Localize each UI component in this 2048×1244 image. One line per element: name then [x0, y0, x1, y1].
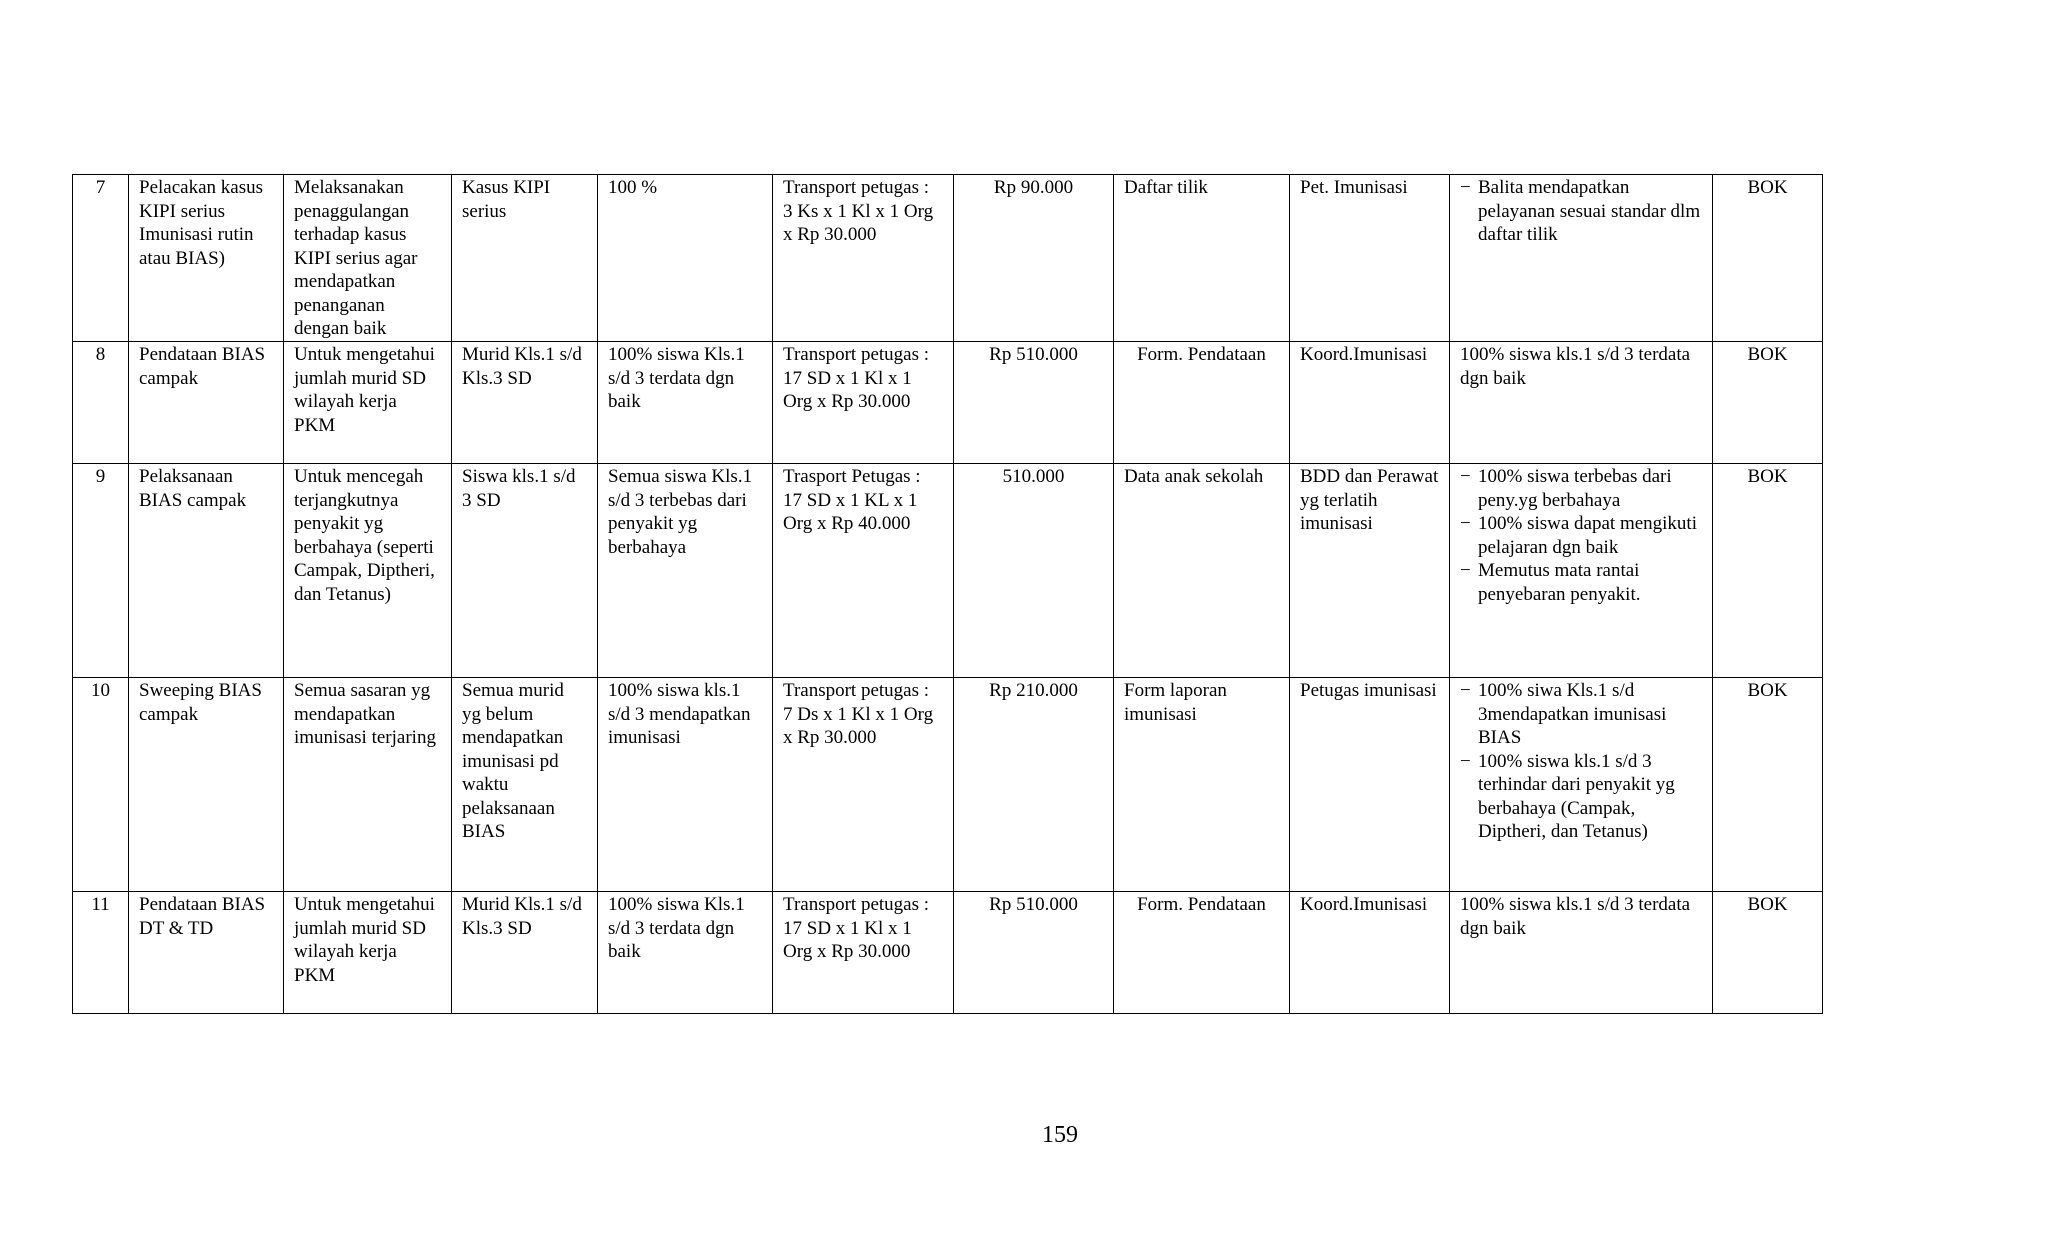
funding-source-cell: BOK: [1713, 342, 1823, 464]
outcome-item: − 100% siswa dapat mengikuti pelajaran dgn baik: [1460, 512, 1702, 559]
purpose-cell: Untuk mengetahui jumlah murid SD wilayah kerja PKM: [284, 892, 452, 1014]
person-in-charge-cell: Koord.Imunisasi: [1290, 892, 1450, 1014]
outcome-list: [1460, 679, 1702, 844]
activity-plan-table: [72, 174, 1823, 1014]
cost-detail-cell: Transport petugas : 17 SD x 1 Kl x 1 Org x Rp 30.000: [773, 892, 954, 1014]
cost-detail-cell: Transport petugas : 7 Ds x 1 Kl x 1 Org x Rp 30.000: [773, 678, 954, 892]
purpose-cell: Semua sasaran yg mendapatkan imunisasi terjaring: [284, 678, 452, 892]
coverage-cell: Semua siswa Kls.1 s/d 3 terbebas dari penyakit yg berbahaya: [598, 464, 773, 678]
purpose-cell: Untuk mengetahui jumlah murid SD wilayah kerja PKM: [284, 342, 452, 464]
outcome-cell: 100% siswa kls.1 s/d 3 terdata dgn baik: [1450, 342, 1713, 464]
tool-cell: Data anak sekolah: [1114, 464, 1290, 678]
tool-cell: Daftar tilik: [1114, 175, 1290, 342]
budget-cell: Rp 90.000: [954, 175, 1114, 342]
row-number-cell: 10: [73, 678, 129, 892]
person-in-charge-cell: Koord.Imunisasi: [1290, 342, 1450, 464]
row-number-cell: 7: [73, 175, 129, 342]
row-number-cell: 11: [73, 892, 129, 1014]
outcome-item: − Memutus mata rantai penyebaran penyakit.: [1460, 559, 1702, 606]
target-cell: Murid Kls.1 s/d Kls.3 SD: [452, 892, 598, 1014]
target-cell: Murid Kls.1 s/d Kls.3 SD: [452, 342, 598, 464]
funding-source-cell: BOK: [1713, 175, 1823, 342]
funding-source-cell: BOK: [1713, 678, 1823, 892]
tool-cell: Form. Pendataan: [1114, 342, 1290, 464]
funding-source-cell: BOK: [1713, 892, 1823, 1014]
person-in-charge-cell: BDD dan Perawat yg terlatih imunisasi: [1290, 464, 1450, 678]
outcome-cell: [1450, 678, 1713, 892]
purpose-cell: Melaksanakan penaggulangan terhadap kasus KIPI serius agar mendapatkan penanganan dengan baik: [284, 175, 452, 342]
person-in-charge-cell: Petugas imunisasi: [1290, 678, 1450, 892]
budget-cell: 510.000: [954, 464, 1114, 678]
activity-cell: Pelaksanaan BIAS campak: [129, 464, 284, 678]
target-cell: Semua murid yg belum mendapatkan imunisasi pd waktu pelaksanaan BIAS: [452, 678, 598, 892]
purpose-cell: Untuk mencegah terjangkutnya penyakit yg berbahaya (seperti Campak, Diptheri, dan Tetanus): [284, 464, 452, 678]
cost-detail-cell: Trasport Petugas : 17 SD x 1 KL x 1 Org x Rp 40.000: [773, 464, 954, 678]
table-row: [73, 464, 1823, 678]
outcome-cell: 100% siswa kls.1 s/d 3 terdata dgn baik: [1450, 892, 1713, 1014]
table-row: [73, 892, 1823, 1014]
outcome-item: − Balita mendapatkan pelayanan sesuai standar dlm daftar tilik: [1460, 176, 1702, 247]
outcome-list: [1460, 465, 1702, 606]
coverage-cell: 100 %: [598, 175, 773, 342]
outcome-item: − 100% siwa Kls.1 s/d 3mendapatkan imunisasi BIAS: [1460, 679, 1702, 750]
budget-cell: Rp 510.000: [954, 342, 1114, 464]
target-cell: Kasus KIPI serius: [452, 175, 598, 342]
person-in-charge-cell: Pet. Imunisasi: [1290, 175, 1450, 342]
table-row: [73, 678, 1823, 892]
budget-cell: Rp 210.000: [954, 678, 1114, 892]
target-cell: Siswa kls.1 s/d 3 SD: [452, 464, 598, 678]
activity-cell: Pendataan BIAS campak: [129, 342, 284, 464]
cost-detail-cell: Transport petugas : 17 SD x 1 Kl x 1 Org x Rp 30.000: [773, 342, 954, 464]
outcome-cell: [1450, 175, 1713, 342]
outcome-item: − 100% siswa kls.1 s/d 3 terhindar dari penyakit yg berbahaya (Campak, Diptheri, dan Tetanus): [1460, 750, 1702, 844]
row-number-cell: 9: [73, 464, 129, 678]
activity-cell: Pelacakan kasus KIPI serius Imunisasi rutin atau BIAS): [129, 175, 284, 342]
page-number: 159: [1042, 1122, 1078, 1148]
activity-cell: Pendataan BIAS DT & TD: [129, 892, 284, 1014]
outcome-item: − 100% siswa terbebas dari peny.yg berbahaya: [1460, 465, 1702, 512]
table-row: [73, 342, 1823, 464]
tool-cell: Form laporan imunisasi: [1114, 678, 1290, 892]
row-number-cell: 8: [73, 342, 129, 464]
funding-source-cell: BOK: [1713, 464, 1823, 678]
budget-cell: Rp 510.000: [954, 892, 1114, 1014]
tool-cell: Form. Pendataan: [1114, 892, 1290, 1014]
outcome-list: [1460, 176, 1702, 247]
coverage-cell: 100% siswa Kls.1 s/d 3 terdata dgn baik: [598, 892, 773, 1014]
table-row: [73, 175, 1823, 342]
outcome-cell: [1450, 464, 1713, 678]
activity-cell: Sweeping BIAS campak: [129, 678, 284, 892]
coverage-cell: 100% siswa Kls.1 s/d 3 terdata dgn baik: [598, 342, 773, 464]
cost-detail-cell: Transport petugas : 3 Ks x 1 Kl x 1 Org x Rp 30.000: [773, 175, 954, 342]
coverage-cell: 100% siswa kls.1 s/d 3 mendapatkan imunisasi: [598, 678, 773, 892]
